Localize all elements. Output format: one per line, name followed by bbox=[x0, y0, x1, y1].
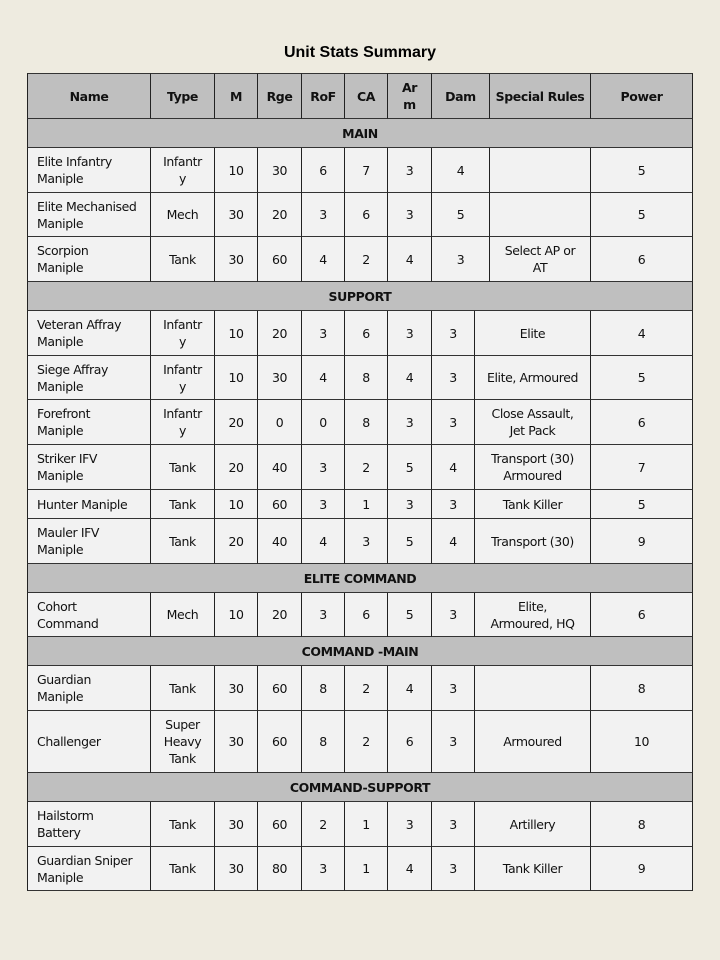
cell-arm: 5 bbox=[388, 445, 432, 490]
cell-rof: 4 bbox=[302, 519, 345, 564]
cell-type: Tank bbox=[151, 519, 215, 564]
cell-rge: 40 bbox=[258, 445, 302, 490]
cell-power: 6 bbox=[591, 237, 693, 282]
cell-type: Tank bbox=[151, 490, 215, 519]
cell-arm: 3 bbox=[388, 148, 432, 193]
table-row bbox=[27, 847, 693, 891]
cell-arm: 4 bbox=[388, 847, 432, 891]
column-header-arm: Ar m bbox=[388, 73, 432, 119]
cell-power: 5 bbox=[591, 356, 693, 400]
cell-name: Guardian Maniple bbox=[27, 666, 151, 711]
section-header: MAIN bbox=[27, 119, 693, 148]
table-row bbox=[27, 400, 693, 445]
cell-rge: 40 bbox=[258, 519, 302, 564]
cell-ca: 6 bbox=[345, 593, 388, 637]
section-header: COMMAND-SUPPORT bbox=[27, 773, 693, 802]
cell-m: 10 bbox=[215, 356, 258, 400]
cell-type: Mech bbox=[151, 593, 215, 637]
cell-type: Tank bbox=[151, 666, 215, 711]
cell-m: 30 bbox=[215, 847, 258, 891]
cell-ca: 2 bbox=[345, 445, 388, 490]
cell-special-rules: Tank Killer bbox=[475, 490, 591, 519]
cell-power: 8 bbox=[591, 802, 693, 847]
cell-rge: 20 bbox=[258, 593, 302, 637]
cell-arm: 3 bbox=[388, 400, 432, 445]
cell-name: Elite Infantry Maniple bbox=[27, 148, 151, 193]
table-row bbox=[27, 237, 693, 282]
cell-special-rules: Transport (30) Armoured bbox=[475, 445, 591, 490]
cell-m: 10 bbox=[215, 148, 258, 193]
cell-dam: 4 bbox=[432, 519, 475, 564]
table-row bbox=[27, 193, 693, 237]
cell-special-rules: Close Assault, Jet Pack bbox=[475, 400, 591, 445]
cell-power: 6 bbox=[591, 400, 693, 445]
cell-rof: 3 bbox=[302, 193, 345, 237]
cell-rge: 30 bbox=[258, 148, 302, 193]
cell-arm: 5 bbox=[388, 593, 432, 637]
cell-ca: 2 bbox=[345, 666, 388, 711]
cell-special-rules: Armoured bbox=[475, 711, 591, 773]
cell-dam: 3 bbox=[432, 490, 475, 519]
column-header-ca: CA bbox=[345, 73, 388, 119]
cell-power: 7 bbox=[591, 445, 693, 490]
table-row bbox=[27, 711, 693, 773]
cell-name: Veteran Affray Maniple bbox=[27, 311, 151, 356]
cell-name: Striker IFV Maniple bbox=[27, 445, 151, 490]
section-header: ELITE COMMAND bbox=[27, 564, 693, 593]
cell-m: 30 bbox=[215, 666, 258, 711]
cell-special-rules: Elite bbox=[475, 311, 591, 356]
cell-special-rules: Elite, Armoured, HQ bbox=[475, 593, 591, 637]
table-row bbox=[27, 311, 693, 356]
cell-arm: 4 bbox=[388, 356, 432, 400]
cell-type: Tank bbox=[151, 237, 215, 282]
section-header: SUPPORT bbox=[27, 282, 693, 311]
table-row bbox=[27, 519, 693, 564]
cell-dam: 3 bbox=[432, 237, 490, 282]
cell-dam: 4 bbox=[432, 148, 490, 193]
cell-type: Super Heavy Tank bbox=[151, 711, 215, 773]
cell-name: Scorpion Maniple bbox=[27, 237, 151, 282]
table-row bbox=[27, 490, 693, 519]
table-row bbox=[27, 356, 693, 400]
cell-power: 8 bbox=[591, 666, 693, 711]
cell-ca: 2 bbox=[345, 237, 388, 282]
cell-power: 6 bbox=[591, 593, 693, 637]
cell-ca: 6 bbox=[345, 311, 388, 356]
cell-name: Guardian Sniper Maniple bbox=[27, 847, 151, 891]
cell-rge: 80 bbox=[258, 847, 302, 891]
cell-rge: 60 bbox=[258, 802, 302, 847]
cell-m: 20 bbox=[215, 445, 258, 490]
cell-name: Mauler IFV Maniple bbox=[27, 519, 151, 564]
cell-rge: 20 bbox=[258, 193, 302, 237]
cell-name: Forefront Maniple bbox=[27, 400, 151, 445]
cell-m: 30 bbox=[215, 711, 258, 773]
cell-name: Challenger bbox=[27, 711, 151, 773]
table-row bbox=[27, 802, 693, 847]
cell-ca: 8 bbox=[345, 356, 388, 400]
column-header-dam: Dam bbox=[432, 73, 490, 119]
cell-power: 9 bbox=[591, 519, 693, 564]
section-header-row bbox=[27, 564, 693, 593]
cell-type: Infantr y bbox=[151, 400, 215, 445]
cell-rof: 4 bbox=[302, 237, 345, 282]
cell-rge: 20 bbox=[258, 311, 302, 356]
cell-ca: 6 bbox=[345, 193, 388, 237]
cell-dam: 4 bbox=[432, 445, 475, 490]
cell-rof: 8 bbox=[302, 711, 345, 773]
cell-type: Mech bbox=[151, 193, 215, 237]
cell-ca: 1 bbox=[345, 847, 388, 891]
column-header-name: Name bbox=[27, 73, 151, 119]
cell-dam: 3 bbox=[432, 711, 475, 773]
cell-arm: 3 bbox=[388, 802, 432, 847]
cell-type: Tank bbox=[151, 445, 215, 490]
section-header-row bbox=[27, 637, 693, 666]
cell-ca: 1 bbox=[345, 490, 388, 519]
cell-m: 30 bbox=[215, 802, 258, 847]
cell-name: Elite Mechanised Maniple bbox=[27, 193, 151, 237]
cell-dam: 3 bbox=[432, 666, 475, 711]
cell-name: Hailstorm Battery bbox=[27, 802, 151, 847]
cell-special-rules: Tank Killer bbox=[475, 847, 591, 891]
cell-ca: 1 bbox=[345, 802, 388, 847]
cell-arm: 4 bbox=[388, 666, 432, 711]
cell-rge: 60 bbox=[258, 490, 302, 519]
cell-dam: 5 bbox=[432, 193, 490, 237]
cell-rof: 0 bbox=[302, 400, 345, 445]
cell-rge: 0 bbox=[258, 400, 302, 445]
column-header-rge: Rge bbox=[258, 73, 302, 119]
section-header-row bbox=[27, 119, 693, 148]
cell-rge: 30 bbox=[258, 356, 302, 400]
cell-power: 10 bbox=[591, 711, 693, 773]
cell-rge: 60 bbox=[258, 666, 302, 711]
cell-rof: 3 bbox=[302, 445, 345, 490]
cell-special-rules: Select AP or AT bbox=[490, 237, 591, 282]
cell-special-rules bbox=[475, 666, 591, 711]
cell-name: Cohort Command bbox=[27, 593, 151, 637]
table-row bbox=[27, 445, 693, 490]
cell-m: 20 bbox=[215, 400, 258, 445]
cell-m: 20 bbox=[215, 519, 258, 564]
cell-dam: 3 bbox=[432, 802, 475, 847]
cell-rof: 8 bbox=[302, 666, 345, 711]
cell-rge: 60 bbox=[258, 711, 302, 773]
cell-rge: 60 bbox=[258, 237, 302, 282]
cell-dam: 3 bbox=[432, 847, 475, 891]
table-row bbox=[27, 666, 693, 711]
column-header-rof: RoF bbox=[302, 73, 345, 119]
cell-power: 5 bbox=[591, 193, 693, 237]
cell-m: 10 bbox=[215, 490, 258, 519]
column-header-special-rules: Special Rules bbox=[490, 73, 591, 119]
cell-dam: 3 bbox=[432, 593, 475, 637]
cell-power: 5 bbox=[591, 148, 693, 193]
table-row bbox=[27, 148, 693, 193]
column-header-power: Power bbox=[591, 73, 693, 119]
cell-m: 30 bbox=[215, 237, 258, 282]
section-header-row bbox=[27, 282, 693, 311]
cell-dam: 3 bbox=[432, 311, 475, 356]
cell-name: Hunter Maniple bbox=[27, 490, 151, 519]
cell-rof: 6 bbox=[302, 148, 345, 193]
cell-power: 9 bbox=[591, 847, 693, 891]
cell-type: Tank bbox=[151, 802, 215, 847]
cell-special-rules: Transport (30) bbox=[475, 519, 591, 564]
cell-ca: 2 bbox=[345, 711, 388, 773]
cell-rof: 3 bbox=[302, 593, 345, 637]
cell-arm: 4 bbox=[388, 237, 432, 282]
cell-special-rules: Elite, Armoured bbox=[475, 356, 591, 400]
column-header-type: Type bbox=[151, 73, 215, 119]
cell-type: Infantr y bbox=[151, 148, 215, 193]
section-header: COMMAND -MAIN bbox=[27, 637, 693, 666]
cell-power: 5 bbox=[591, 490, 693, 519]
column-header-m: M bbox=[215, 73, 258, 119]
page-title: Unit Stats Summary bbox=[283, 44, 437, 61]
cell-m: 30 bbox=[215, 193, 258, 237]
cell-dam: 3 bbox=[432, 356, 475, 400]
cell-rof: 2 bbox=[302, 802, 345, 847]
cell-power: 4 bbox=[591, 311, 693, 356]
cell-rof: 3 bbox=[302, 847, 345, 891]
cell-type: Tank bbox=[151, 847, 215, 891]
cell-ca: 3 bbox=[345, 519, 388, 564]
section-header-row bbox=[27, 773, 693, 802]
cell-arm: 5 bbox=[388, 519, 432, 564]
cell-m: 10 bbox=[215, 311, 258, 356]
table-header bbox=[27, 73, 693, 119]
cell-rof: 4 bbox=[302, 356, 345, 400]
cell-arm: 3 bbox=[388, 193, 432, 237]
cell-special-rules: Artillery bbox=[475, 802, 591, 847]
cell-name: Siege Affray Maniple bbox=[27, 356, 151, 400]
cell-ca: 8 bbox=[345, 400, 388, 445]
cell-rof: 3 bbox=[302, 311, 345, 356]
cell-rof: 3 bbox=[302, 490, 345, 519]
cell-ca: 7 bbox=[345, 148, 388, 193]
cell-type: Infantr y bbox=[151, 356, 215, 400]
cell-arm: 6 bbox=[388, 711, 432, 773]
cell-arm: 3 bbox=[388, 311, 432, 356]
cell-m: 10 bbox=[215, 593, 258, 637]
cell-arm: 3 bbox=[388, 490, 432, 519]
cell-special-rules bbox=[490, 193, 591, 237]
cell-special-rules bbox=[490, 148, 591, 193]
cell-dam: 3 bbox=[432, 400, 475, 445]
table-row bbox=[27, 593, 693, 637]
cell-type: Infantr y bbox=[151, 311, 215, 356]
